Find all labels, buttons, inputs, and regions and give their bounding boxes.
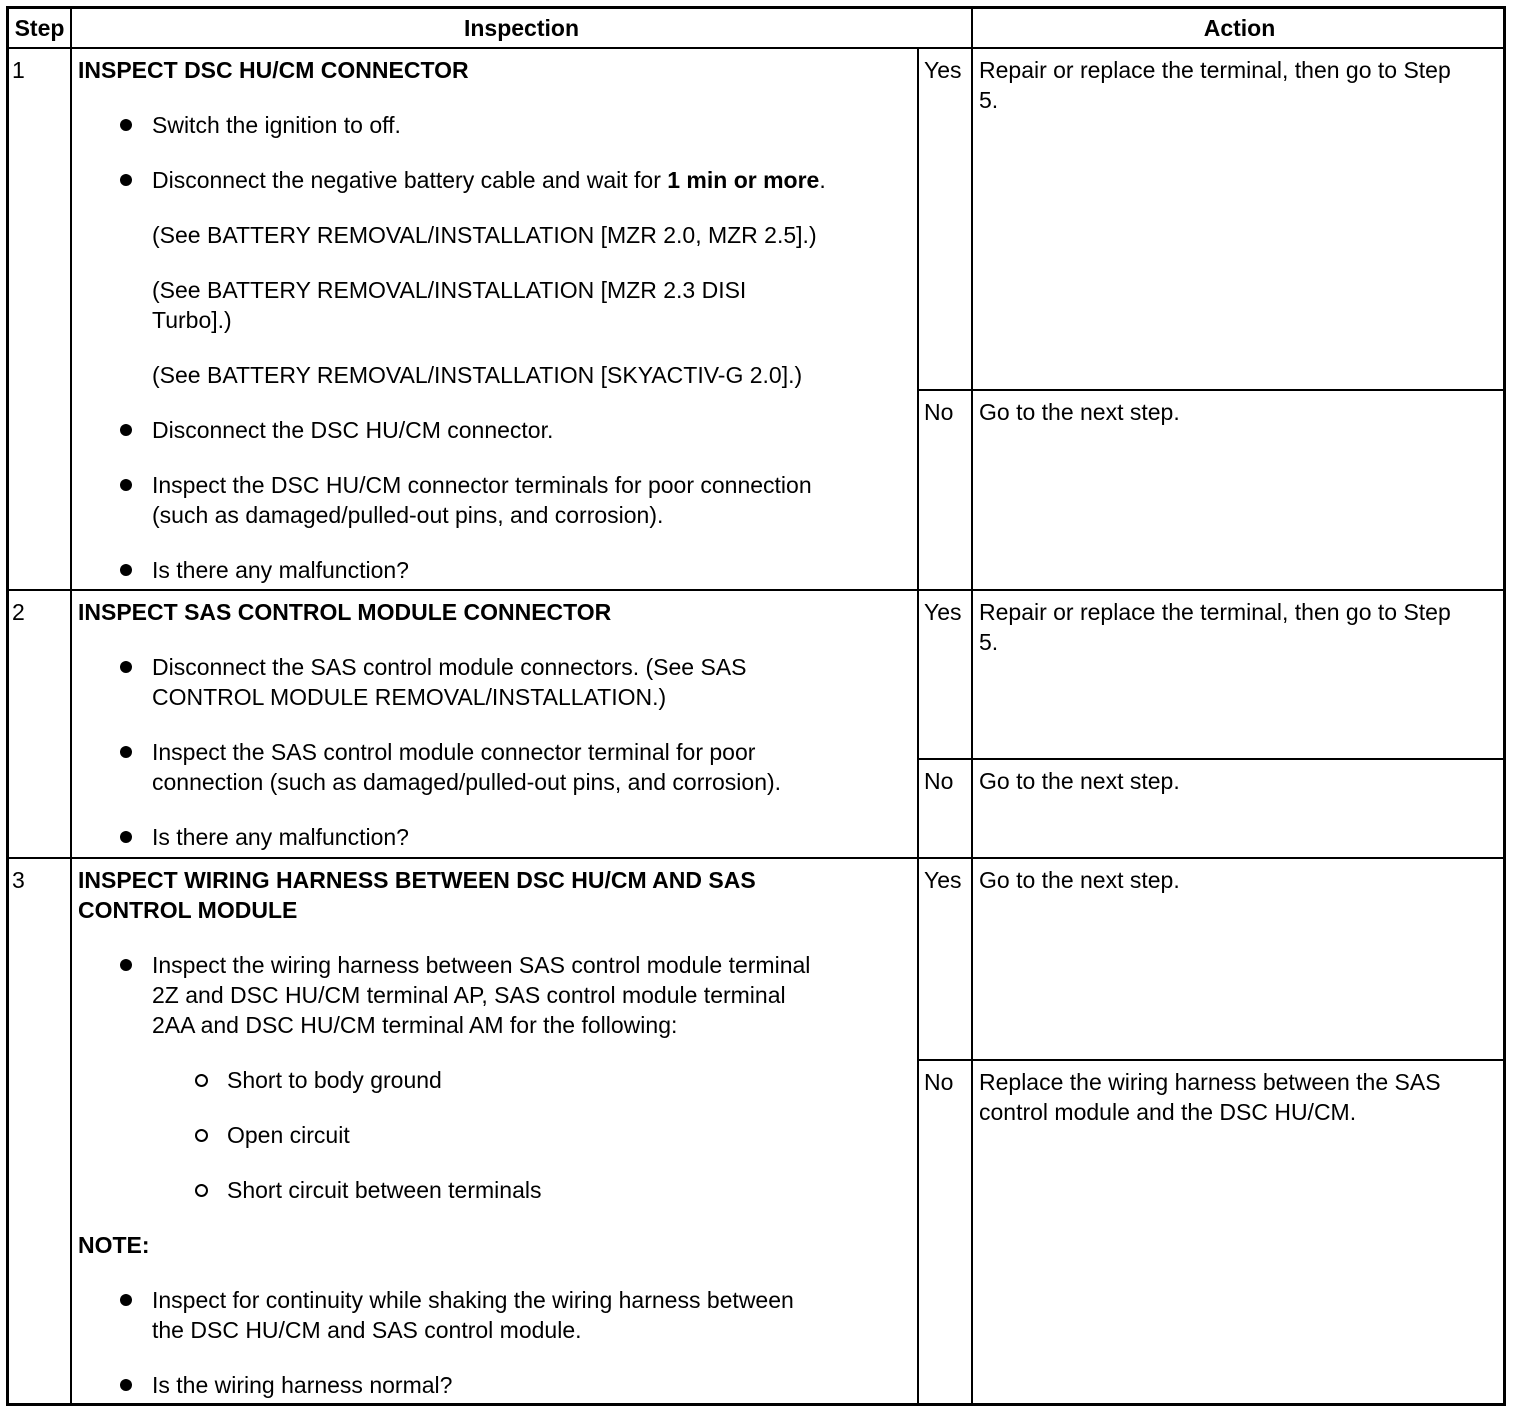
no-action: control module and the DSC HU/CM. <box>979 1099 1357 1125</box>
reference-note: Turbo].) <box>152 307 232 333</box>
bullet-icon <box>120 424 132 436</box>
step-title: INSPECT WIRING HARNESS BETWEEN DSC HU/CM AND SAS <box>78 867 756 893</box>
reference-note: (See BATTERY REMOVAL/INSTALLATION [MZR 2.0, MZR 2.5].) <box>152 222 817 248</box>
row-divider-header <box>6 47 1506 49</box>
col-divider-inspection <box>971 6 973 1406</box>
no-action: Go to the next step. <box>979 399 1180 425</box>
row-divider-step1 <box>6 589 1506 591</box>
inspection-question: Is there any malfunction? <box>152 557 409 583</box>
bullet-icon <box>120 746 132 758</box>
step-number: 2 <box>12 599 25 625</box>
emphasis-duration: 1 min or more <box>667 167 820 193</box>
bullet-icon <box>120 119 132 131</box>
yes-action: 5. <box>979 87 999 113</box>
bullet-icon <box>120 564 132 576</box>
bullet-icon <box>120 174 132 186</box>
bullet-icon <box>120 1379 132 1391</box>
no-action: Go to the next step. <box>979 768 1180 794</box>
inspection-item: Disconnect the negative battery cable and wait for 1 min or more. <box>152 167 826 193</box>
header-inspection: Inspection <box>463 15 579 41</box>
bullet-icon <box>120 831 132 843</box>
yesno-divider-step3 <box>917 1059 1506 1061</box>
note-item: Inspect for continuity while shaking the wiring harness between <box>152 1287 794 1313</box>
yes-action: Repair or replace the terminal, then go to Step <box>979 57 1451 83</box>
inspection-item: Switch the ignition to off. <box>152 112 401 138</box>
no-label: No <box>924 768 954 794</box>
header-action: Action <box>1203 15 1276 41</box>
col-divider-step <box>70 6 72 1406</box>
inspection-item: Disconnect the SAS control module connectors. (See SAS <box>152 654 747 680</box>
no-label: No <box>924 399 954 425</box>
inspection-item: Inspect the wiring harness between SAS control module terminal <box>152 952 811 978</box>
note-label: NOTE: <box>78 1232 150 1258</box>
inspection-item: Inspect the DSC HU/CM connector terminals for poor connection <box>152 472 812 498</box>
inspection-item: (such as damaged/pulled-out pins, and corrosion). <box>152 502 664 528</box>
note-item: the DSC HU/CM and SAS control module. <box>152 1317 582 1343</box>
inspection-item: Inspect the SAS control module connector terminal for poor <box>152 739 756 765</box>
inspection-item: CONTROL MODULE REMOVAL/INSTALLATION.) <box>152 684 667 710</box>
no-label: No <box>924 1069 954 1095</box>
step-title: CONTROL MODULE <box>78 897 298 923</box>
yes-action: 5. <box>979 629 999 655</box>
step-title: INSPECT SAS CONTROL MODULE CONNECTOR <box>78 599 612 625</box>
inspection-question: Is the wiring harness normal? <box>152 1372 453 1398</box>
bullet-icon <box>120 661 132 673</box>
reference-note: (See BATTERY REMOVAL/INSTALLATION [SKYACTIV-G 2.0].) <box>152 362 803 388</box>
step-title: INSPECT DSC HU/CM CONNECTOR <box>78 57 469 83</box>
sub-item: Short to body ground <box>227 1067 442 1093</box>
step-number: 1 <box>12 57 25 83</box>
yes-label: Yes <box>924 867 962 893</box>
yes-label: Yes <box>924 599 962 625</box>
bullet-icon <box>120 479 132 491</box>
yes-action: Go to the next step. <box>979 867 1180 893</box>
yesno-divider-step2 <box>917 758 1506 760</box>
sub-item: Short circuit between terminals <box>227 1177 542 1203</box>
inspection-item: Disconnect the DSC HU/CM connector. <box>152 417 554 443</box>
bullet-icon <box>120 959 132 971</box>
inspection-item: 2Z and DSC HU/CM terminal AP, SAS control module terminal <box>152 982 786 1008</box>
circle-bullet-icon <box>195 1184 208 1197</box>
inspection-question: Is there any malfunction? <box>152 824 409 850</box>
yes-label: Yes <box>924 57 962 83</box>
yes-action: Repair or replace the terminal, then go to Step <box>979 599 1451 625</box>
bullet-icon <box>120 1294 132 1306</box>
circle-bullet-icon <box>195 1074 208 1087</box>
no-action: Replace the wiring harness between the SAS <box>979 1069 1441 1095</box>
col-divider-yesno <box>917 48 919 1406</box>
sub-item: Open circuit <box>227 1122 350 1148</box>
row-divider-step2 <box>6 857 1506 859</box>
inspection-item: 2AA and DSC HU/CM terminal AM for the following: <box>152 1012 678 1038</box>
inspection-item: connection (such as damaged/pulled-out pins, and corrosion). <box>152 769 782 795</box>
reference-note: (See BATTERY REMOVAL/INSTALLATION [MZR 2.3 DISI <box>152 277 747 303</box>
header-step: Step <box>14 15 65 41</box>
circle-bullet-icon <box>195 1129 208 1142</box>
yesno-divider-step1 <box>917 389 1506 391</box>
step-number: 3 <box>12 867 25 893</box>
